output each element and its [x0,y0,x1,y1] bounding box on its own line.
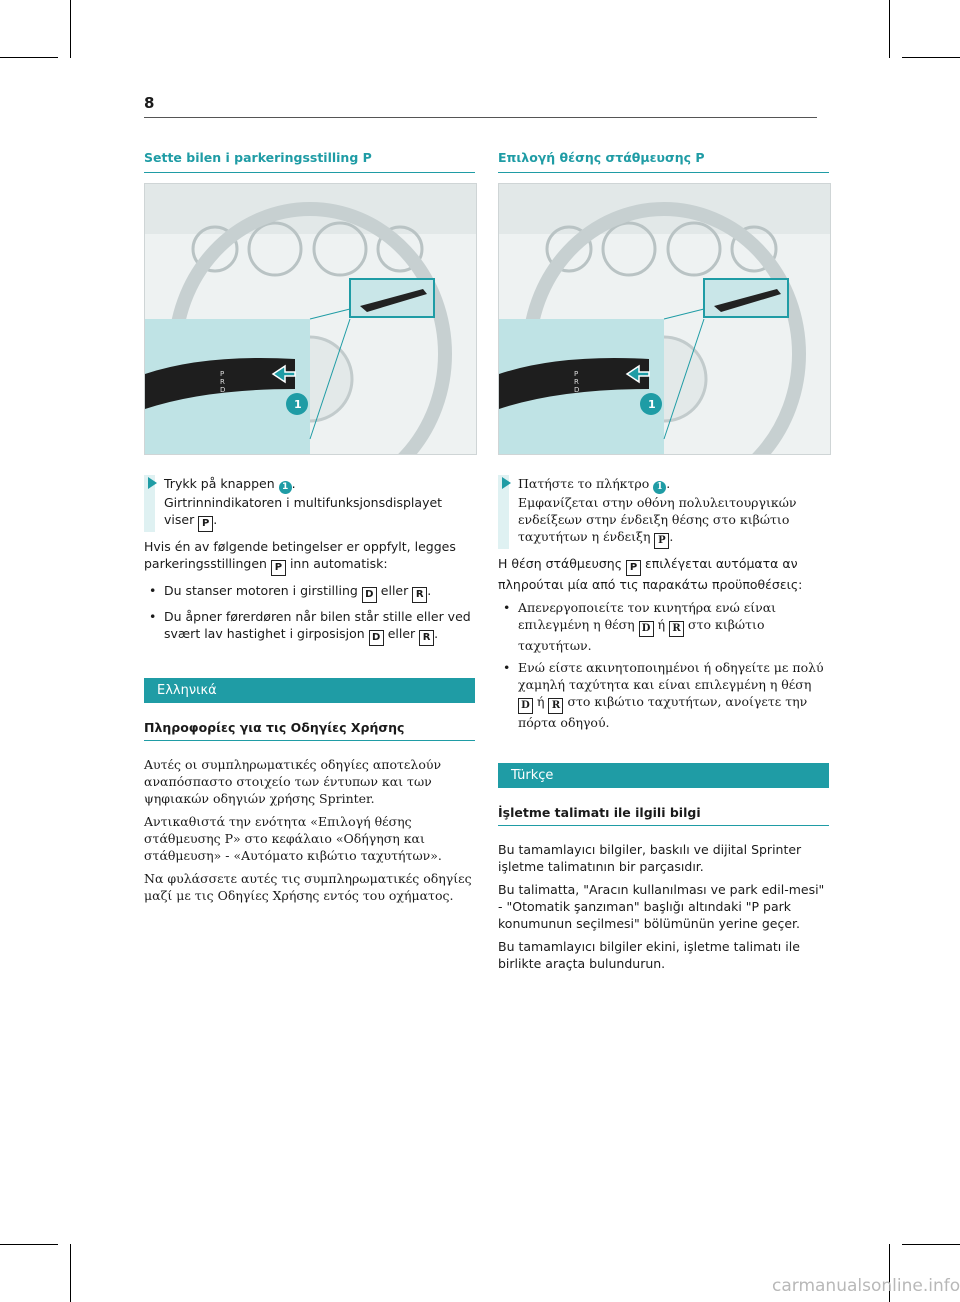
crop-mark [902,1244,960,1245]
left-column [144,150,475,904]
svg-text:D: D [574,386,580,394]
crop-mark [0,1244,58,1245]
key-d-icon: D [369,630,384,646]
step-text: . [291,476,296,491]
step-result-text: Εμφανίζεται στην οθόνη πολυλειτουργικών ενδείξεων στην ένδειξη θέσης στο κιβώτιο ταχυτήτων η ένδειξη [518,495,797,544]
header-rule [144,117,817,118]
subsection-heading: İşletme talimatı ile ilgili bilgi [498,805,829,826]
key-p-icon: P [198,516,213,532]
key-p-icon: P [626,560,641,576]
steering-wheel-illustration [498,183,831,455]
svg-text:R: R [220,378,225,386]
key-d-icon: D [518,698,533,714]
paragraph: Να φυλάσσετε αυτές τις συμπληρωματικές οδηγίες μαζί με τις Οδηγίες Χρήσης εντός του οχήματος. [144,871,472,903]
subsection-heading: Πληροφορίες για τις Οδηγίες Χρήσης [144,720,475,741]
para-text: Hvis én av følgende betingelser er oppfylt, legges parkeringsstillingen [144,539,456,571]
watermark: carmanualsonline.info [772,1276,960,1296]
svg-text:D: D [220,386,226,394]
instruction-step: Πατήστε το πλήκτρο 1 . Εμφανίζεται στην οθόνη πολυλειτουργικών ενδείξεων στην ένδειξη θέσης στο κιβώτιο ταχυτήτων η ένδειξη P . [498,475,829,549]
page-number: 8 [144,94,155,112]
list-text: eller [380,583,409,598]
list-text: Απενεργοποιείτε τον κινητήρα ενώ είναι επιλεγμένη η θέση [518,600,777,632]
paragraph [144,538,475,576]
bullet-list [498,599,829,731]
svg-text:R: R [574,378,579,386]
callout-1-icon: 1 [279,481,292,494]
svg-text:P: P [574,370,579,378]
key-r-icon: R [412,587,427,603]
paragraph: Αντικαθιστά την ενότητα «Επιλογή θέσης στάθμευσης P» στο κεφάλαιο «Οδήγηση και στάθμευση» - «Αυτόματο κιβώτιο ταχυτήτων». [144,814,442,863]
step-text: Trykk på knappen [164,476,275,491]
key-d-icon: D [639,621,654,637]
list-item: • Du stanser motoren i girstilling D eller R . [144,582,475,603]
crop-mark [70,0,71,58]
paragraph [498,555,829,593]
language-banner: Ελληνικά [144,678,475,703]
para-text: inn automatisk: [289,556,388,571]
paragraph: Bu tamamlayıcı bilgiler, baskılı ve dijital Sprinter işletme talimatının bir parçasıdır. [498,842,802,874]
step-arrow-icon [148,477,157,489]
key-d-icon: D [362,587,377,603]
list-item [498,599,829,654]
svg-text:1: 1 [294,398,302,411]
steering-wheel-illustration [144,183,477,455]
paragraph: Bu talimatta, "Aracın kullanılması ve park edil-mesi" - "Otomatik şanzıman" başlığı altındaki "P park konumunun seçilmesi" bölümünün yerine geçer. [498,882,825,931]
step-result-text: Girtrinnindikatoren i multifunksjonsdisplayet viser [164,495,443,527]
section-heading: Επιλογή θέσης στάθμευσης P [498,150,829,173]
svg-text:1: 1 [648,398,656,411]
svg-text:P: P [220,370,225,378]
list-text: στο κιβώτιο ταχυτήτων. [518,617,765,653]
list-text: eller [387,626,416,641]
callout-1-icon: 1 [653,481,666,494]
right-column [498,150,829,972]
list-text: ή [536,694,545,709]
key-r-icon: R [419,630,434,646]
list-text: Du stanser motoren i girstilling [164,583,358,598]
list-text: Du åpner førerdøren når bilen står stille eller ved svært lav hastighet i girposisjon [164,609,471,641]
step-arrow-icon [502,477,511,489]
language-banner: Türkçe [498,763,829,788]
crop-mark [889,0,890,58]
instruction-step: Trykk på knappen 1 . Girtrinnindikatoren i multifunksjonsdisplayet viser P . [144,475,475,532]
key-p-icon: P [271,560,286,576]
para-text: επιλέγεται αυτόματα αν πληρούται μία από τις παρακάτω προϋποθέσεις: [498,556,803,592]
step-text: Πατήστε το πλήκτρο [518,476,650,491]
paragraph: Αυτές οι συμπληρωματικές οδηγίες αποτελούν αναπόσπαστο στοιχείο των έντυπων και των ψηφιακών οδηγιών χρήσης Sprinter. [144,757,442,806]
step-text: . [666,476,671,491]
crop-mark [0,57,58,58]
section-heading: Sette bilen i parkeringsstilling P [144,150,475,173]
list-item [498,659,829,731]
key-r-icon: R [669,621,684,637]
key-r-icon: R [548,698,563,714]
key-p-icon: P [654,533,669,549]
bullet-list [144,582,475,646]
list-item: • Du åpner førerdøren når bilen står stille eller ved svært lav hastighet i girposisjon D eller R . [144,608,475,646]
crop-mark [70,1244,71,1302]
paragraph: Bu tamamlayıcı bilgiler ekini, işletme talimatı ile birlikte araçta bulundurun. [498,939,800,971]
para-text: Η θέση στάθμευσης [498,556,623,571]
crop-mark [902,57,960,58]
list-text: ή [657,617,666,632]
list-text: στο κιβώτιο ταχυτήτων, ανοίγετε την πόρτα οδηγού. [518,694,808,730]
list-text: Ενώ είστε ακινητοποιημένοι ή οδηγείτε με πολύ χαμηλή ταχύτητα και είναι επιλεγμένη η θέση [518,660,824,692]
